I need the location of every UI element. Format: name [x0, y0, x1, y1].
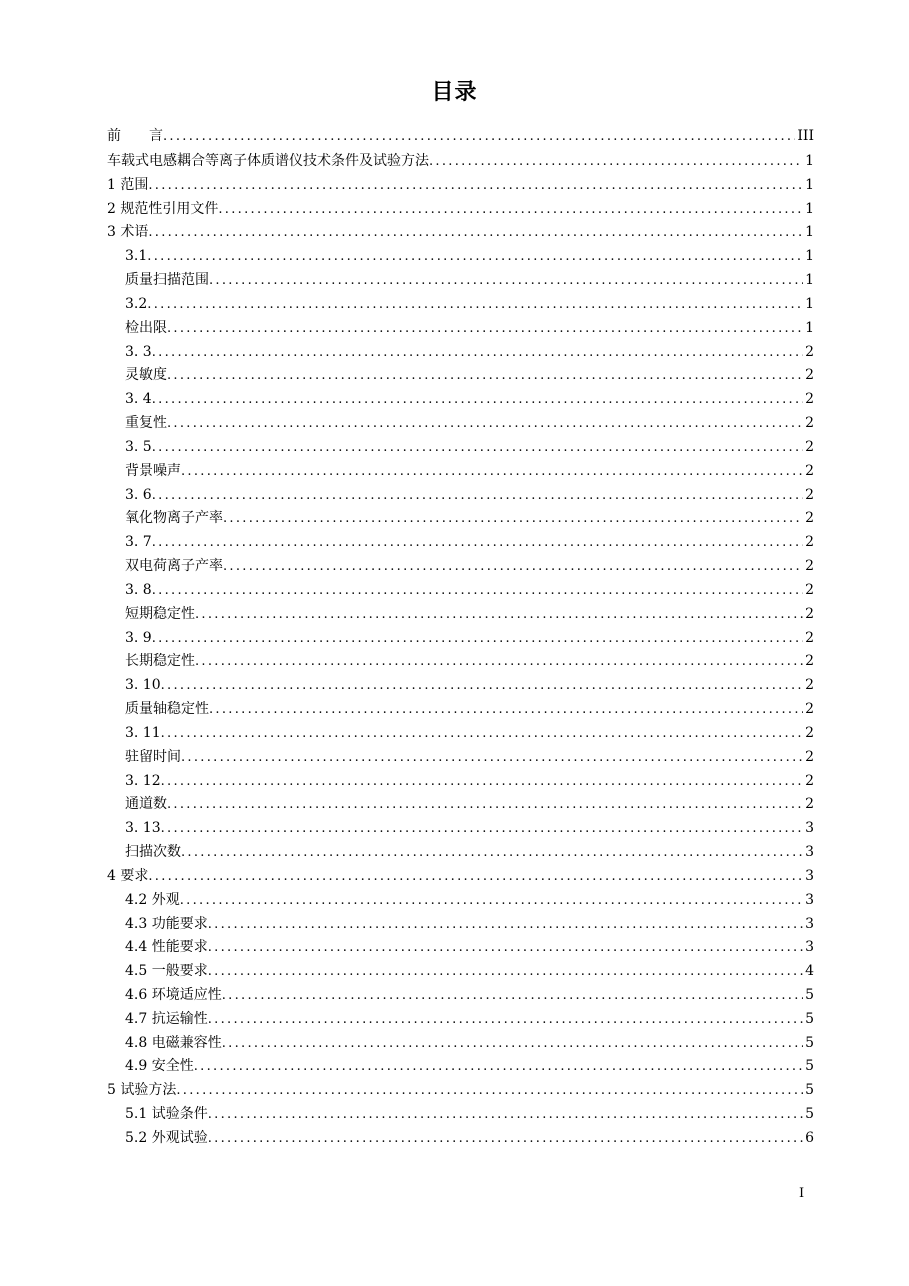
toc-entry[interactable] — [107, 199, 814, 223]
toc-dot-leader — [194, 1057, 803, 1077]
toc-dot-leader — [208, 1010, 803, 1030]
toc-entry-page: 2 — [805, 558, 814, 575]
toc-entry[interactable] — [107, 818, 814, 842]
toc-entry-label: 4.4 性能要求 — [125, 939, 208, 956]
toc-dot-leader — [429, 152, 803, 172]
toc-entry-page: 5 — [805, 1082, 814, 1099]
toc-entry[interactable] — [107, 723, 814, 747]
toc-dot-leader — [208, 1105, 803, 1125]
toc-entry-page: 2 — [805, 438, 814, 455]
toc-entry-label: 3. 8 — [125, 581, 152, 598]
toc-entry[interactable] — [107, 437, 814, 461]
toc-entry[interactable] — [107, 914, 814, 938]
toc-entry[interactable] — [107, 747, 814, 771]
toc-entry-page: 5 — [805, 1106, 814, 1123]
toc-entry-label: 4.5 一般要求 — [125, 963, 208, 980]
toc-entry[interactable] — [107, 556, 814, 580]
toc-entry[interactable] — [107, 580, 814, 604]
toc-entry-label: 5.2 外观试验 — [125, 1129, 208, 1146]
toc-dot-leader — [152, 390, 803, 410]
toc-entry[interactable] — [107, 318, 814, 342]
toc-entry[interactable] — [107, 270, 814, 294]
toc-entry-label: 3. 5 — [125, 438, 152, 455]
toc-entry-label: 氧化物离子产率 — [125, 510, 223, 527]
toc-dot-leader — [176, 1081, 803, 1101]
toc-entry[interactable] — [107, 794, 814, 818]
toc-entry[interactable] — [107, 175, 814, 199]
page-title: 目录 — [431, 80, 478, 105]
toc-entry-label: 5.1 试验条件 — [125, 1106, 208, 1123]
toc-entry-label: 驻留时间 — [125, 748, 181, 765]
toc-dot-leader — [161, 772, 803, 792]
toc-entry-label: 3.2 — [125, 295, 148, 312]
toc-entry-page: 2 — [805, 724, 814, 741]
toc-entry-label: 双电荷离子产率 — [125, 558, 223, 575]
toc-entry-label: 4.7 抗运输性 — [125, 1010, 208, 1027]
toc-dot-leader — [208, 938, 803, 958]
toc-entry-page: 3 — [805, 844, 814, 861]
toc-entry-label: 4.8 电磁兼容性 — [125, 1034, 222, 1051]
toc-entry-page: 6 — [805, 1129, 814, 1146]
toc-entry-label: 4.3 功能要求 — [125, 915, 208, 932]
toc-entry[interactable] — [107, 1128, 814, 1152]
toc-entry[interactable] — [107, 866, 814, 890]
toc-dot-leader — [152, 629, 803, 649]
toc-dot-leader — [148, 223, 803, 243]
toc-entry-label: 前 言 — [107, 128, 163, 144]
toc-entry-label: 长期稳定性 — [125, 653, 195, 670]
toc-entry-label: 车载式电感耦合等离子体质谱仪技术条件及试验方法 — [107, 153, 429, 169]
toc-entry-label: 3. 10 — [125, 677, 161, 694]
toc-entry-page: 3 — [805, 939, 814, 956]
toc-dot-leader — [152, 533, 803, 553]
toc-dot-leader — [161, 676, 803, 696]
toc-dot-leader — [152, 343, 803, 363]
toc-entry[interactable] — [107, 532, 814, 556]
toc-entry-page: 2 — [805, 486, 814, 503]
toc-entry-page: 2 — [805, 677, 814, 694]
toc-entry[interactable] — [107, 771, 814, 795]
toc-entry-label: 4.6 环境适应性 — [125, 986, 222, 1003]
toc-entry-label: 重复性 — [125, 415, 167, 432]
toc-entry-label: 扫描次数 — [125, 844, 181, 861]
toc-entry[interactable] — [107, 675, 814, 699]
toc-dot-leader — [223, 509, 803, 529]
toc-entry-page: 2 — [805, 367, 814, 384]
toc-entry-page: 2 — [805, 629, 814, 646]
toc-entry[interactable] — [107, 365, 814, 389]
toc-entry-label: 3. 4 — [125, 391, 152, 408]
toc-dot-leader — [147, 295, 803, 315]
toc-entry-label: 检出限 — [125, 319, 167, 336]
toc-entry-label: 3. 7 — [125, 534, 152, 551]
toc-dot-leader — [161, 819, 803, 839]
toc-entry-page: 1 — [805, 272, 814, 289]
toc-entry[interactable] — [107, 699, 814, 723]
toc-entry[interactable] — [107, 961, 814, 985]
toc-entry-page: 1 — [805, 295, 814, 312]
toc-entry[interactable] — [107, 1033, 814, 1057]
toc-entry-label: 3 术语 — [107, 224, 149, 241]
toc-entry-page: 1 — [805, 224, 814, 241]
toc-entry-label: 质量扫描范围 — [125, 272, 209, 289]
toc-entry-page: 2 — [805, 581, 814, 598]
toc-entry-label: 2 规范性引用文件 — [107, 200, 219, 217]
toc-dot-leader — [167, 414, 803, 434]
toc-entry-page: 2 — [805, 343, 814, 360]
toc-dot-leader — [223, 557, 803, 577]
toc-entry-label: 1 范围 — [107, 176, 149, 193]
toc-entry[interactable] — [107, 413, 814, 437]
toc-entry-label: 3. 12 — [125, 772, 161, 789]
toc-dot-leader — [152, 486, 803, 506]
toc-entry[interactable] — [107, 389, 814, 413]
toc-entry-page: 2 — [805, 510, 814, 527]
toc-entry[interactable] — [107, 461, 814, 485]
toc-dot-leader — [181, 462, 803, 482]
toc-entry-label: 4.2 外观 — [125, 891, 180, 908]
toc-dot-leader — [167, 319, 803, 339]
toc-entry-label: 3. 3 — [125, 343, 152, 360]
page-number: I — [799, 1186, 805, 1201]
toc-dot-leader — [208, 1129, 803, 1149]
toc-entry-page: III — [797, 128, 814, 144]
toc-entry[interactable] — [107, 508, 814, 532]
toc-dot-leader — [152, 438, 803, 458]
toc-dot-leader — [161, 724, 803, 744]
toc-entry[interactable] — [107, 842, 814, 866]
toc-entry-page: 2 — [805, 534, 814, 551]
toc-entry-page: 3 — [805, 867, 814, 884]
toc-entry-page: 5 — [805, 986, 814, 1003]
toc-dot-leader — [209, 700, 803, 720]
toc-dot-leader — [208, 962, 803, 982]
toc-entry[interactable] — [107, 1104, 814, 1128]
toc-entry-label: 4 要求 — [107, 867, 149, 884]
toc-dot-leader — [195, 605, 803, 625]
toc-entry-label: 4.9 安全性 — [125, 1058, 194, 1075]
toc-entry-label: 质量轴稳定性 — [125, 701, 209, 718]
toc-entry-page: 5 — [805, 1034, 814, 1051]
toc-entry-page: 1 — [805, 176, 814, 193]
toc-entry[interactable] — [107, 1009, 814, 1033]
toc-dot-leader — [195, 652, 803, 672]
toc-entry[interactable] — [107, 126, 814, 151]
toc-entry-page: 2 — [805, 748, 814, 765]
table-of-contents — [107, 126, 814, 1152]
toc-entry[interactable] — [107, 342, 814, 366]
toc-entry[interactable] — [107, 890, 814, 914]
toc-entry[interactable] — [107, 151, 814, 175]
toc-entry-page: 3 — [805, 915, 814, 932]
toc-entry-page: 3 — [805, 891, 814, 908]
toc-entry-page: 5 — [805, 1010, 814, 1027]
toc-dot-leader — [181, 748, 803, 768]
toc-entry-page: 1 — [805, 153, 814, 169]
toc-entry[interactable] — [107, 604, 814, 628]
toc-entry-label: 3. 9 — [125, 629, 152, 646]
toc-entry-label: 3. 13 — [125, 820, 161, 837]
toc-entry-page: 2 — [805, 605, 814, 622]
toc-entry-label: 通道数 — [125, 796, 167, 813]
toc-dot-leader — [218, 200, 803, 220]
toc-entry-page: 1 — [805, 319, 814, 336]
toc-entry[interactable] — [107, 222, 814, 246]
toc-entry[interactable] — [107, 985, 814, 1009]
toc-dot-leader — [167, 795, 803, 815]
toc-entry-page: 3 — [805, 820, 814, 837]
toc-dot-leader — [181, 843, 803, 863]
toc-entry-label: 短期稳定性 — [125, 605, 195, 622]
toc-dot-leader — [222, 1034, 803, 1054]
toc-entry[interactable] — [107, 1080, 814, 1104]
toc-entry[interactable] — [107, 651, 814, 675]
toc-entry[interactable] — [107, 294, 814, 318]
toc-entry[interactable] — [107, 485, 814, 509]
toc-dot-leader — [152, 581, 803, 601]
toc-dot-leader — [222, 986, 803, 1006]
toc-entry[interactable] — [107, 628, 814, 652]
toc-entry-page: 2 — [805, 772, 814, 789]
toc-entry-page: 1 — [805, 248, 814, 265]
toc-entry-page: 2 — [805, 415, 814, 432]
toc-entry-label: 3. 11 — [125, 724, 161, 741]
toc-dot-leader — [209, 271, 803, 291]
toc-entry-page: 5 — [805, 1058, 814, 1075]
toc-entry-label: 5 试验方法 — [107, 1082, 177, 1099]
toc-dot-leader — [148, 176, 803, 196]
toc-entry-page: 2 — [805, 701, 814, 718]
toc-entry-label: 背景噪声 — [125, 462, 181, 479]
toc-dot-leader — [163, 127, 795, 147]
toc-entry-page: 2 — [805, 462, 814, 479]
toc-entry-page: 2 — [805, 796, 814, 813]
toc-entry-label: 3.1 — [125, 248, 148, 265]
toc-entry[interactable] — [107, 1056, 814, 1080]
toc-entry-label: 3. 6 — [125, 486, 152, 503]
toc-entry[interactable] — [107, 246, 814, 270]
toc-entry-page: 4 — [805, 963, 814, 980]
toc-entry-page: 2 — [805, 391, 814, 408]
toc-entry-page: 1 — [805, 200, 814, 217]
toc-entry[interactable] — [107, 937, 814, 961]
toc-dot-leader — [180, 891, 803, 911]
toc-dot-leader — [148, 867, 803, 887]
toc-dot-leader — [147, 247, 803, 267]
toc-dot-leader — [167, 366, 803, 386]
toc-dot-leader — [208, 915, 803, 935]
toc-entry-page: 2 — [805, 653, 814, 670]
toc-entry-label: 灵敏度 — [125, 367, 167, 384]
